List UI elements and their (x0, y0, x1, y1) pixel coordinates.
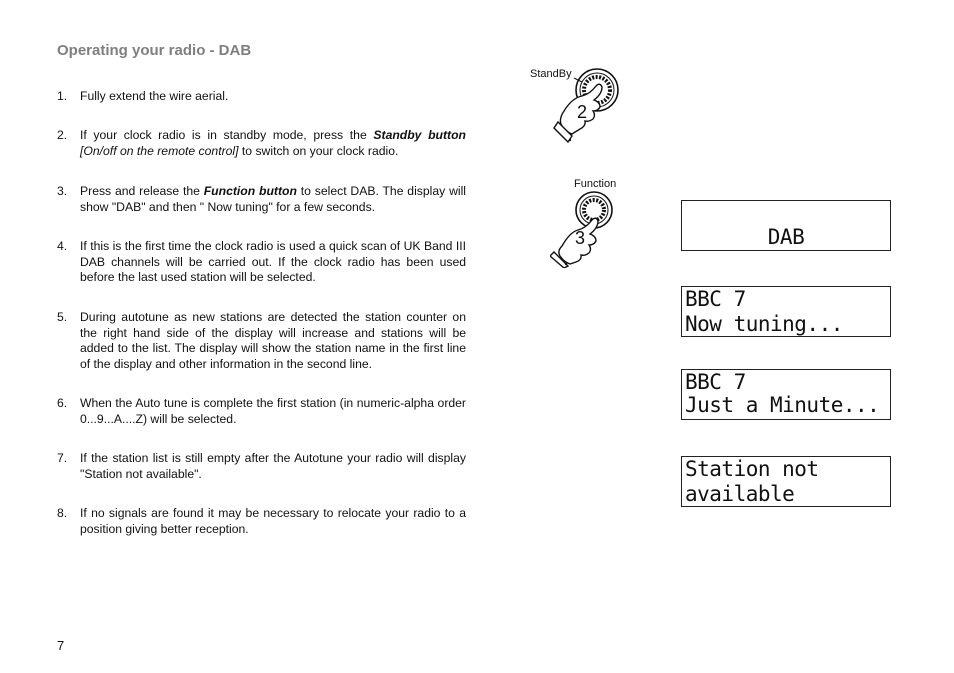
step-text-segment: During autotune as new stations are detected the station counter on the right hand side of the display will increase and stations will be added to the list. The display will show the station name in the first line of the display and other information in the second line. (80, 310, 466, 371)
step-text (80, 184, 466, 215)
step-text-segment: to switch on your clock radio. (238, 143, 399, 158)
lcd-line-1: BBC 7 (685, 287, 746, 311)
lcd-display-now-tuning (681, 286, 891, 337)
step-text-segment: If the station list is still empty after the Autotune your radio will display "Station not available". (80, 451, 466, 481)
step-number-badge: 3 (575, 228, 586, 248)
step-text-segment: Fully extend the wire aerial. (80, 89, 229, 103)
emphasized-button-name: Standby button (373, 128, 466, 142)
function-button-illustration (550, 176, 630, 268)
step-text-segment: Press and release the (80, 184, 204, 198)
step-text-segment: If your clock radio is in standby mode, press the (80, 128, 374, 142)
remote-control-note: [On/off on the remote control] (80, 143, 239, 158)
step-text-segment: If no signals are found it may be necessary to relocate your radio to a position giving better reception. (80, 506, 466, 536)
lcd-line-2: Just a Minute... (685, 393, 880, 417)
step-number: 4. (57, 239, 68, 253)
step-text (80, 128, 466, 159)
step-number: 1. (57, 89, 68, 103)
lcd-line-2: available (685, 482, 795, 506)
page-number: 7 (57, 638, 65, 653)
step-number: 7. (57, 451, 68, 465)
instruction-step-4 (57, 239, 466, 286)
step-number: 2. (57, 128, 68, 142)
step-number: 8. (57, 506, 68, 520)
instruction-step-2 (57, 128, 466, 159)
step-text (80, 310, 466, 372)
lcd-line-1: BBC 7 (685, 370, 746, 394)
instruction-step-1 (57, 89, 466, 105)
step-number: 6. (57, 396, 68, 410)
standby-button-illustration (530, 66, 625, 148)
lcd-display-dab (681, 200, 891, 251)
hand-pressing-knob-icon (550, 176, 630, 268)
function-label: Function (574, 178, 617, 190)
step-number-badge: 2 (577, 102, 588, 122)
lcd-display-station-not-available (681, 456, 891, 507)
step-text (80, 506, 466, 537)
step-text (80, 451, 466, 482)
emphasized-button-name: Function button (203, 184, 297, 198)
step-text-segment: to select DAB. The display will show "DAB" and then " Now tuning" for a few seconds. (80, 184, 467, 214)
lcd-line-1: Station not (685, 457, 819, 481)
lcd-line-2: DAB (767, 225, 805, 249)
step-number: 3. (57, 184, 68, 198)
lcd-line-2: Now tuning... (685, 312, 843, 336)
section-heading: Operating your radio - DAB (57, 42, 252, 59)
step-text (80, 89, 466, 105)
step-text-segment: If this is the first time the clock radio is used a quick scan of UK Band III DAB channels will be carried out. If the clock radio has been used before the last used station will be selected. (80, 239, 466, 285)
step-text (80, 239, 466, 286)
instruction-step-7 (57, 451, 466, 482)
step-text (80, 396, 466, 427)
instruction-step-6 (57, 396, 466, 427)
instruction-step-8 (57, 506, 466, 537)
step-text-segment: When the Auto tune is complete the first station (in numeric-alpha order 0...9...A....Z) will be selected. (80, 396, 466, 426)
lcd-display-just-a-minute (681, 369, 891, 420)
instruction-step-5 (57, 310, 466, 372)
instruction-step-3 (57, 184, 466, 215)
step-number: 5. (57, 310, 68, 324)
standby-label: StandBy (530, 68, 572, 80)
